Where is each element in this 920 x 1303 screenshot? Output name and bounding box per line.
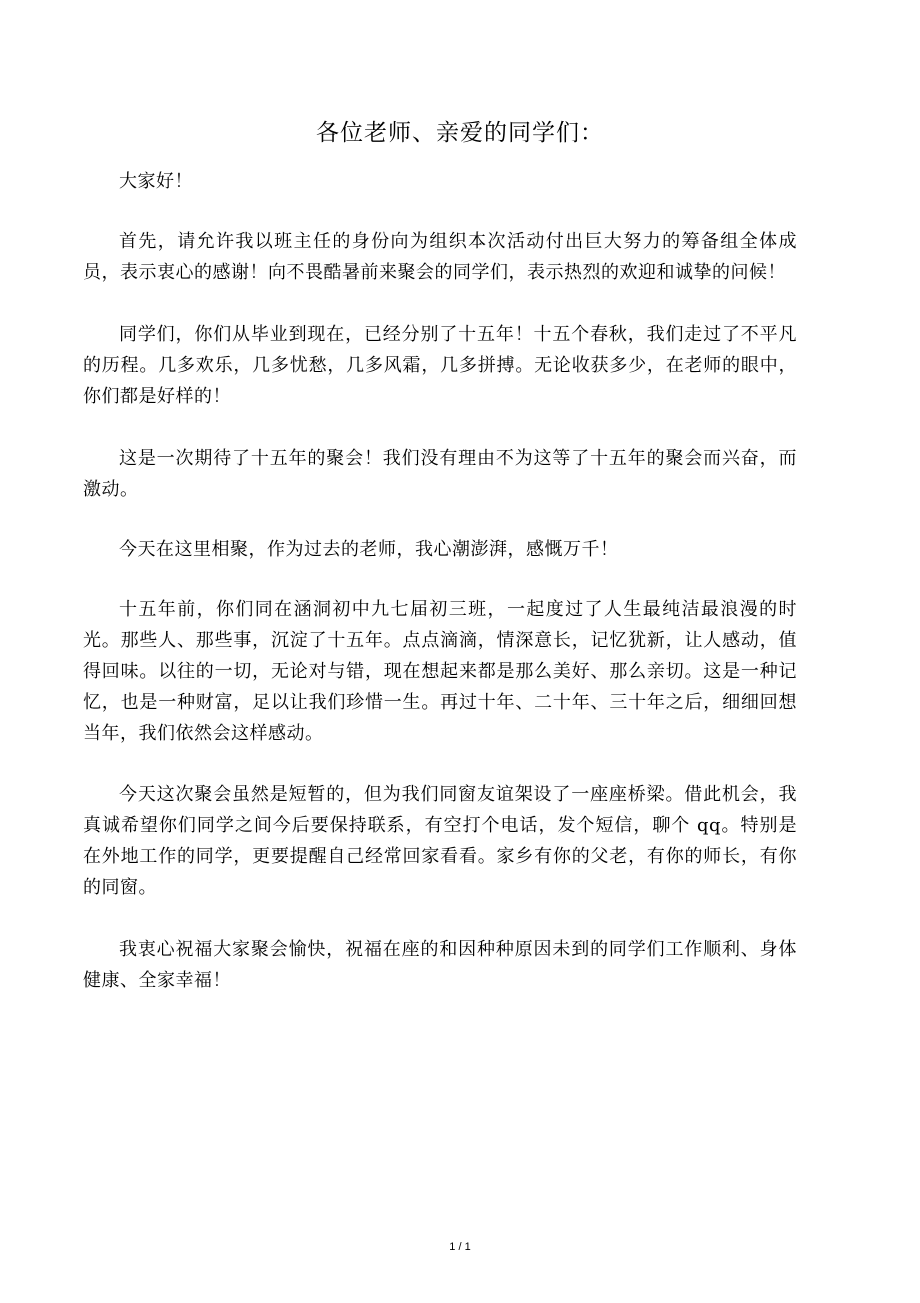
document-body [83,166,797,996]
greeting-paragraph: 大家好！ [119,171,193,192]
page-number: 1 / 1 [449,1241,471,1253]
document-title: 各位老师、亲爱的同学们： [316,120,604,146]
emotion-paragraph: 今天在这里相聚，作为过去的老师，我心潮澎湃，感慨万千！ [119,539,619,560]
anticipation-paragraph: 这是一次期待了十五年的聚会！我们没有理由不为这等了十五年的聚会而兴奋，而激动。 [83,448,797,500]
blessing-paragraph: 我衷心祝福大家聚会愉快，祝福在座的和因种种原因未到的同学们工作顺利、身体健康、全家幸福！ [83,939,797,991]
contact-paragraph: 今天这次聚会虽然是短暂的，但为我们同窗友谊架设了一座座桥梁。借此机会，我真诚希望你们同学之间今后要保持联系，有空打个电话，发个短信，聊个 qq。特别是在外地工作的同学，更要提醒自己经常回家看看。家乡有你的父老，有你的师长，有你的同窗。 [83,784,797,898]
separation-paragraph: 同学们，你们从毕业到现在，已经分别了十五年！十五个春秋，我们走过了不平凡的历程。几多欢乐，几多忧愁，几多风霜，几多拼搏。无论收获多少，在老师的眼中，你们都是好样的！ [83,324,797,407]
memories-paragraph: 十五年前，你们同在涵洞初中九七届初三班，一起度过了人生最纯洁最浪漫的时光。那些人、那些事，沉淀了十五年。点点滴滴，情深意长，记忆犹新，让人感动，值得回味。以往的一切，无论对与错，现在想起来都是那么美好、那么亲切。这是一种记忆，也是一种财富，足以让我们珍惜一生。再过十年、二十年、三十年之后，细细回想当年，我们依然会这样感动。 [83,599,797,744]
thanks-paragraph: 首先，请允许我以班主任的身份向为组织本次活动付出巨大努力的筹备组全体成员，表示衷心的感谢！向不畏酷暑前来聚会的同学们，表示热烈的欢迎和诚挚的问候！ [83,231,797,283]
